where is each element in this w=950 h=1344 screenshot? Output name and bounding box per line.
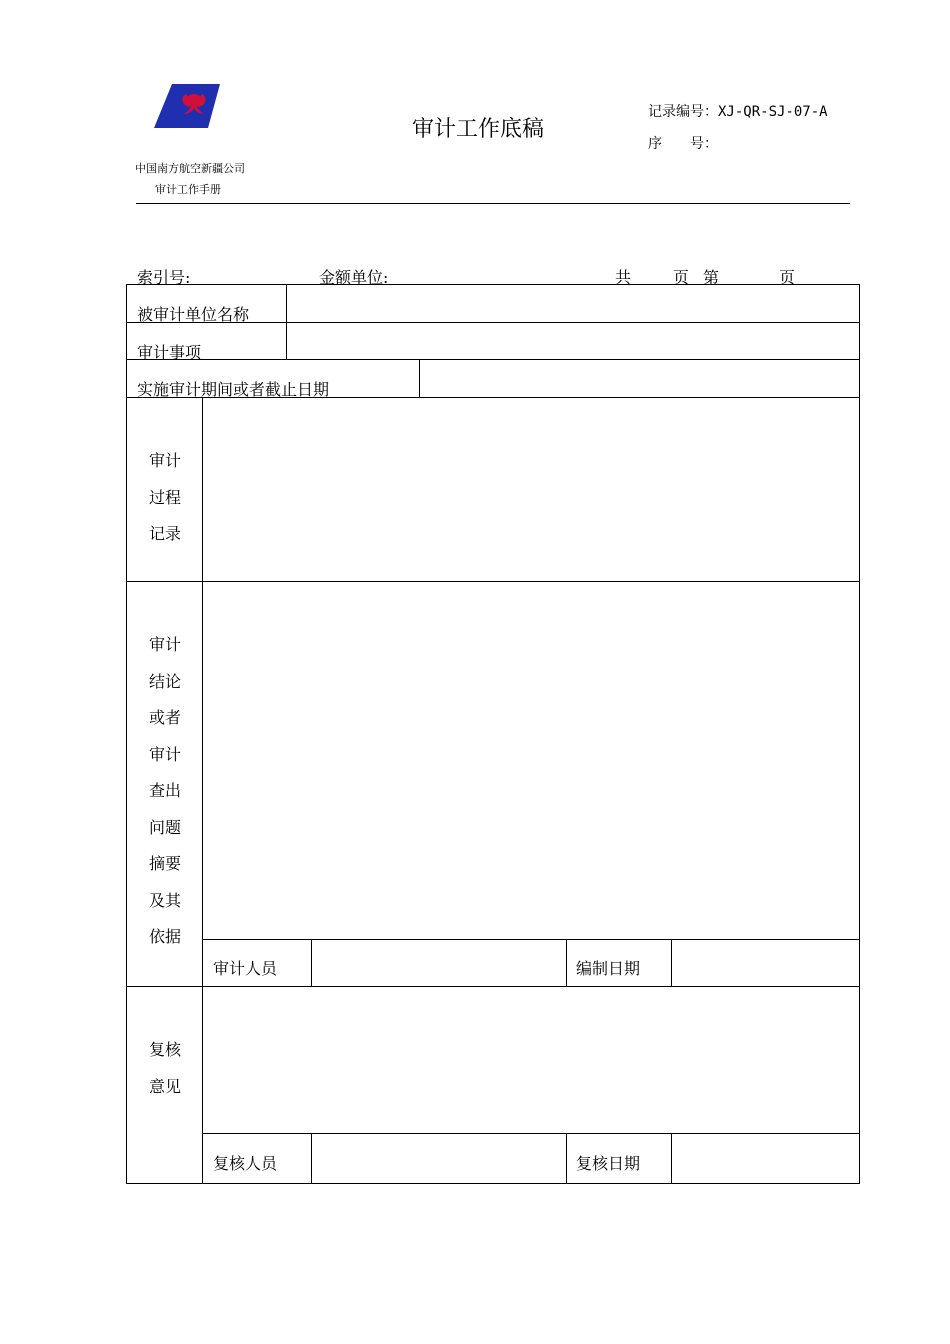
label-line: 记录 [148,524,181,543]
review-date-label: 复核日期 [576,1154,641,1173]
table-line [311,1133,312,1183]
label-line: 或者 [148,708,181,727]
label-line: 查出 [148,781,181,800]
sequence-label: 序 号： [648,136,718,152]
label-line: 审计 [148,451,181,470]
airline-tail-logo-icon [150,82,224,132]
table-line [311,939,312,986]
label-line: 过程 [148,487,181,507]
record-number-value: XJ-QR-SJ-07-A [718,104,828,120]
reviewer-label: 复核人员 [213,1154,278,1173]
label-line: 依据 [148,927,181,946]
audit-matter-label: 审计事项 [137,343,202,362]
table-line [126,284,860,285]
table-line [286,284,287,359]
label-line: 问题 [148,817,181,837]
auditor-label: 审计人员 [213,959,278,978]
audit-period-label: 实施审计期间或者截止日期 [137,380,330,399]
table-line [202,1133,860,1134]
table-line [671,1133,672,1183]
label-line: 意见 [148,1076,181,1096]
auditee-name-label: 被审计单位名称 [137,305,250,324]
page-word-label-2: 页 [779,268,796,287]
index-number-label: 索引号: [137,268,191,287]
table-line [419,359,420,397]
label-line: 审计 [148,635,181,654]
table-line [202,939,860,940]
label-line: 审计 [148,744,181,764]
label-line: 复核 [148,1040,181,1059]
audit-process-label [127,443,203,553]
page-word-label: 页 [673,268,690,287]
page-title: 审计工作底稿 [412,117,545,142]
header-divider [136,203,850,204]
table-line [671,939,672,986]
label-line: 摘要 [148,854,181,873]
handbook-name: 审计工作手册 [155,183,221,196]
record-number [648,101,828,121]
page-number-label: 第 [703,268,720,287]
table-border-right [859,284,860,1183]
company-name: 中国南方航空新疆公司 [135,162,245,175]
table-line [126,986,860,987]
review-opinion-label [127,1032,203,1105]
table-line [566,1133,567,1183]
record-number-label: 记录编号： [648,104,718,120]
amount-unit-label: 金额单位: [319,268,389,287]
table-line [126,359,860,360]
table-line [566,939,567,986]
page-total-label: 共 [615,268,632,287]
table-line [126,1183,860,1184]
label-line: 结论 [148,671,181,691]
table-line [126,581,860,582]
label-line: 及其 [148,890,181,910]
prepared-date-label: 编制日期 [576,959,641,978]
audit-conclusion-label [127,627,203,956]
